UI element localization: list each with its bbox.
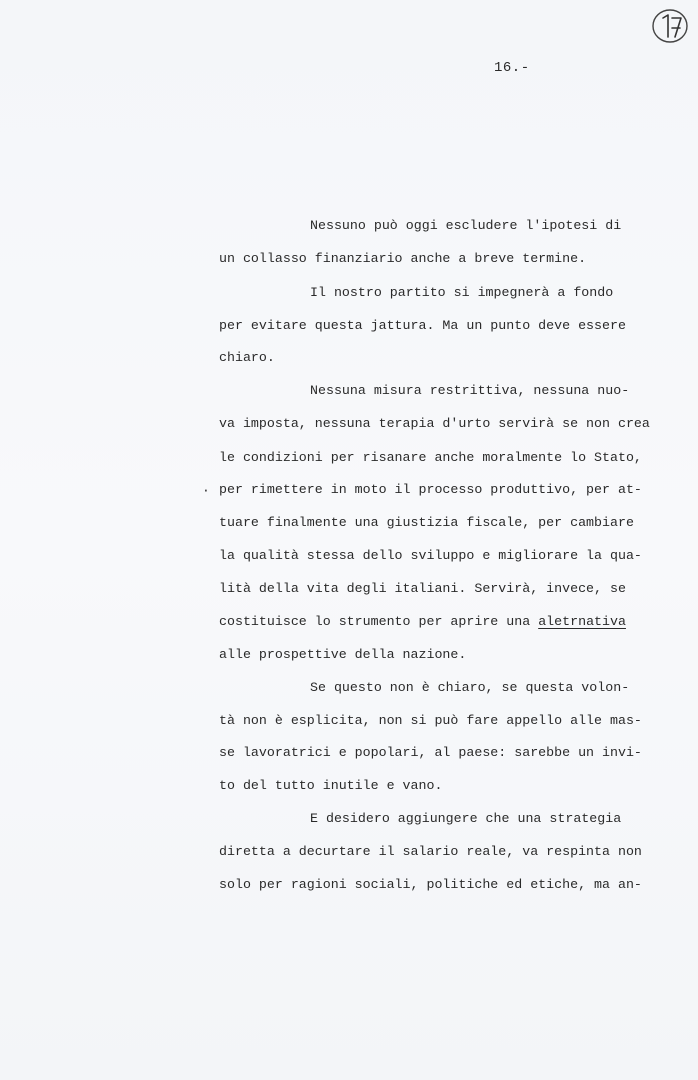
underlined-word: aletrnativa bbox=[538, 614, 626, 629]
text-line: to del tutto inutile e vano. bbox=[219, 778, 443, 793]
text-line: se lavoratrici e popolari, al paese: sarebbe un invi- bbox=[219, 745, 642, 760]
text-line: la qualità stessa dello sviluppo e migliorare la qua- bbox=[219, 548, 642, 563]
page-stamp bbox=[650, 6, 690, 46]
text-line: Nessuno può oggi escludere l'ipotesi di bbox=[310, 218, 622, 233]
text-line: alle prospettive della nazione. bbox=[219, 647, 467, 662]
text-line: chiaro. bbox=[219, 350, 275, 365]
text-line: per evitare questa jattura. Ma un punto deve essere bbox=[219, 318, 626, 333]
text-line: per rimettere in moto il processo produttivo, per at- bbox=[219, 482, 642, 497]
text-line: E desidero aggiungere che una strategia bbox=[310, 811, 622, 826]
text-line: tuare finalmente una giustizia fiscale, per cambiare bbox=[219, 515, 634, 530]
text-line: diretta a decurtare il salario reale, va respinta non bbox=[219, 844, 642, 859]
text-line: solo per ragioni sociali, politiche ed etiche, ma an- bbox=[219, 877, 642, 892]
text-line bbox=[219, 613, 626, 631]
page-number: 16.- bbox=[494, 60, 530, 76]
text-line: Se questo non è chiaro, se questa volon- bbox=[310, 680, 630, 695]
text-line: va imposta, nessuna terapia d'urto servirà se non crea bbox=[219, 416, 650, 431]
text-line: lità della vita degli italiani. Servirà, invece, se bbox=[219, 581, 626, 596]
text-line: un collasso finanziario anche a breve termine. bbox=[219, 251, 587, 266]
text-line: Il nostro partito si impegnerà a fondo bbox=[310, 285, 614, 300]
text-line: le condizioni per risanare anche moralmente lo Stato, bbox=[219, 450, 642, 465]
text-span: costituisce lo strumento per aprire una bbox=[219, 614, 539, 629]
margin-mark: · bbox=[202, 483, 210, 498]
text-line: tà non è esplicita, non si può fare appello alle mas- bbox=[219, 713, 642, 728]
text-line: Nessuna misura restrittiva, nessuna nuo- bbox=[310, 383, 630, 398]
